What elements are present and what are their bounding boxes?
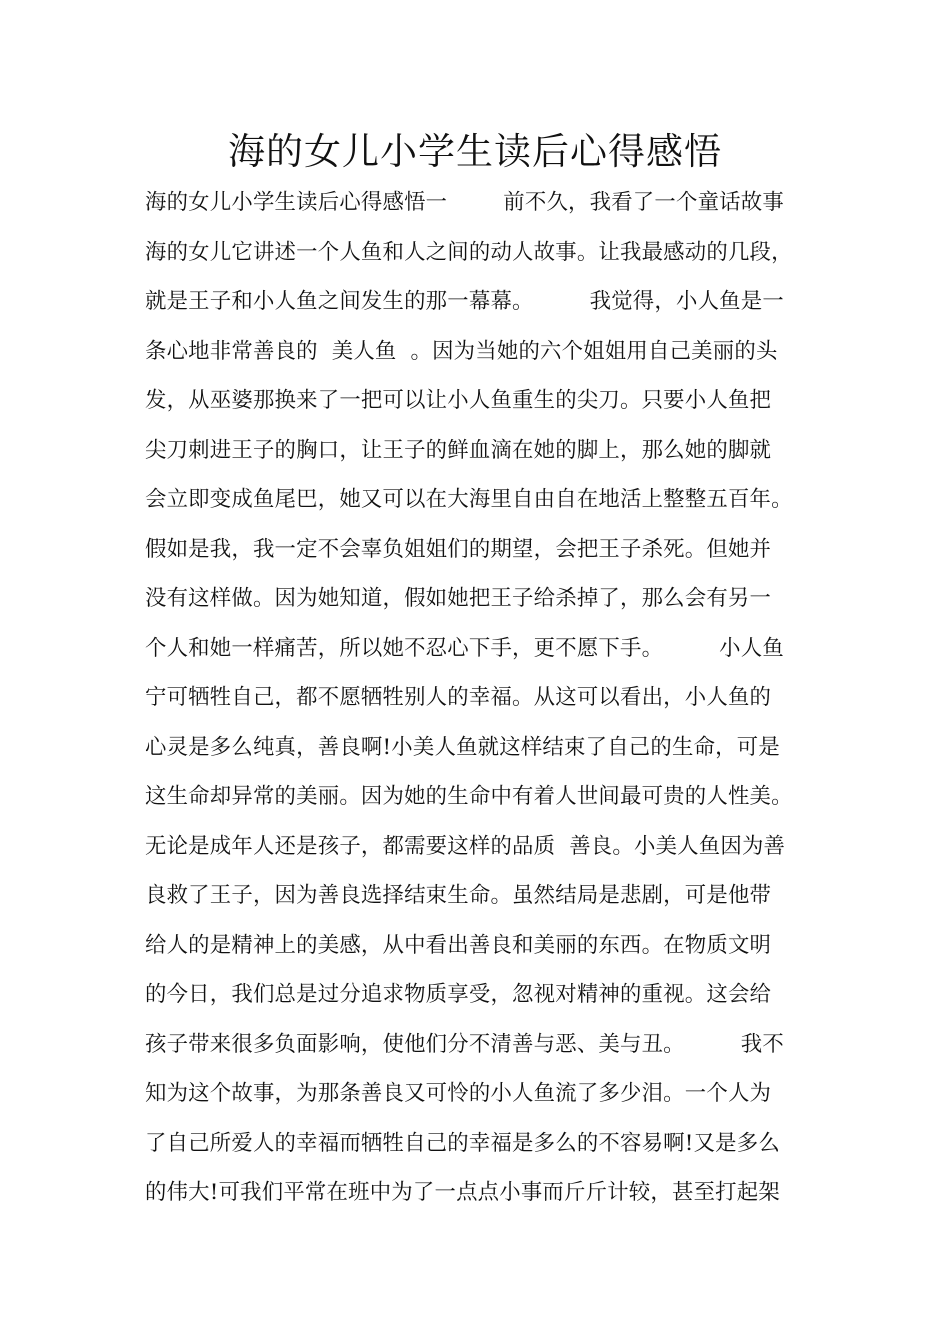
- body-line: 的伟大!可我们平常在班中为了一点点小事而斤斤计较，甚至打起架: [145, 1180, 780, 1205]
- body-line: 知为这个故事，为那条善良又可怜的小人鱼流了多少泪。一个人为: [145, 1081, 772, 1106]
- body-line: 了自己所爱人的幸福而牺牲自己的幸福是多么的不容易啊!又是多么: [145, 1130, 780, 1156]
- document-body: [145, 178, 835, 1218]
- body-line: 假如是我，我一定不会辜负姐姐们的期望，会把王子杀死。但她并: [145, 536, 772, 562]
- body-line: 海的女儿它讲述一个人鱼和人之间的动人故事。让我最感动的几段，: [145, 239, 793, 265]
- document-title: 海的女儿小学生读后心得感悟: [228, 130, 722, 173]
- body-line: 没有这样做。因为她知道，假如她把王子给杀掉了，那么会有另一: [145, 586, 772, 611]
- body-line: 条心地非常善良的 美人鱼 。因为当她的六个姐姐用自己美丽的头: [145, 338, 778, 364]
- body-line: 就是王子和小人鱼之间发生的那一幕幕。 我觉得，小人鱼是一: [145, 289, 784, 314]
- body-line: 无论是成年人还是孩子，都需要这样的品质 善良。小美人鱼因为善: [145, 833, 786, 859]
- body-line: 发，从巫婆那换来了一把可以让小人鱼重生的尖刀。只要小人鱼把: [145, 388, 772, 413]
- body-line: 尖刀刺进王子的胸口，让王子的鲜血滴在她的脚上，那么她的脚就: [145, 437, 772, 463]
- body-line: 的今日，我们总是过分追求物质享受，忽视对精神的重视。这会给: [145, 982, 772, 1007]
- body-line: 会立即变成鱼尾巴，她又可以在大海里自由自在地活上整整五百年。: [145, 487, 793, 512]
- body-line: 个人和她一样痛苦，所以她不忍心下手，更不愿下手。 小人鱼: [145, 635, 784, 661]
- body-line: 孩子带来很多负面影响，使他们分不清善与恶、美与丑。 我不: [145, 1031, 784, 1057]
- body-line: 海的女儿小学生读后心得感悟一 前不久，我看了一个童话故事: [145, 190, 784, 215]
- body-line: 这生命却异常的美丽。因为她的生命中有着人世间最可贵的人性美。: [145, 784, 793, 809]
- body-line: 心灵是多么纯真，善良啊!小美人鱼就这样结束了自己的生命，可是: [145, 734, 780, 760]
- body-line: 良救了王子，因为善良选择结束生命。虽然结局是悲剧，可是他带: [145, 883, 772, 908]
- body-line: 宁可牺牲自己，都不愿牺牲别人的幸福。从这可以看出，小人鱼的: [145, 685, 772, 710]
- body-line: 给人的是精神上的美感，从中看出善良和美丽的东西。在物质文明: [145, 932, 772, 958]
